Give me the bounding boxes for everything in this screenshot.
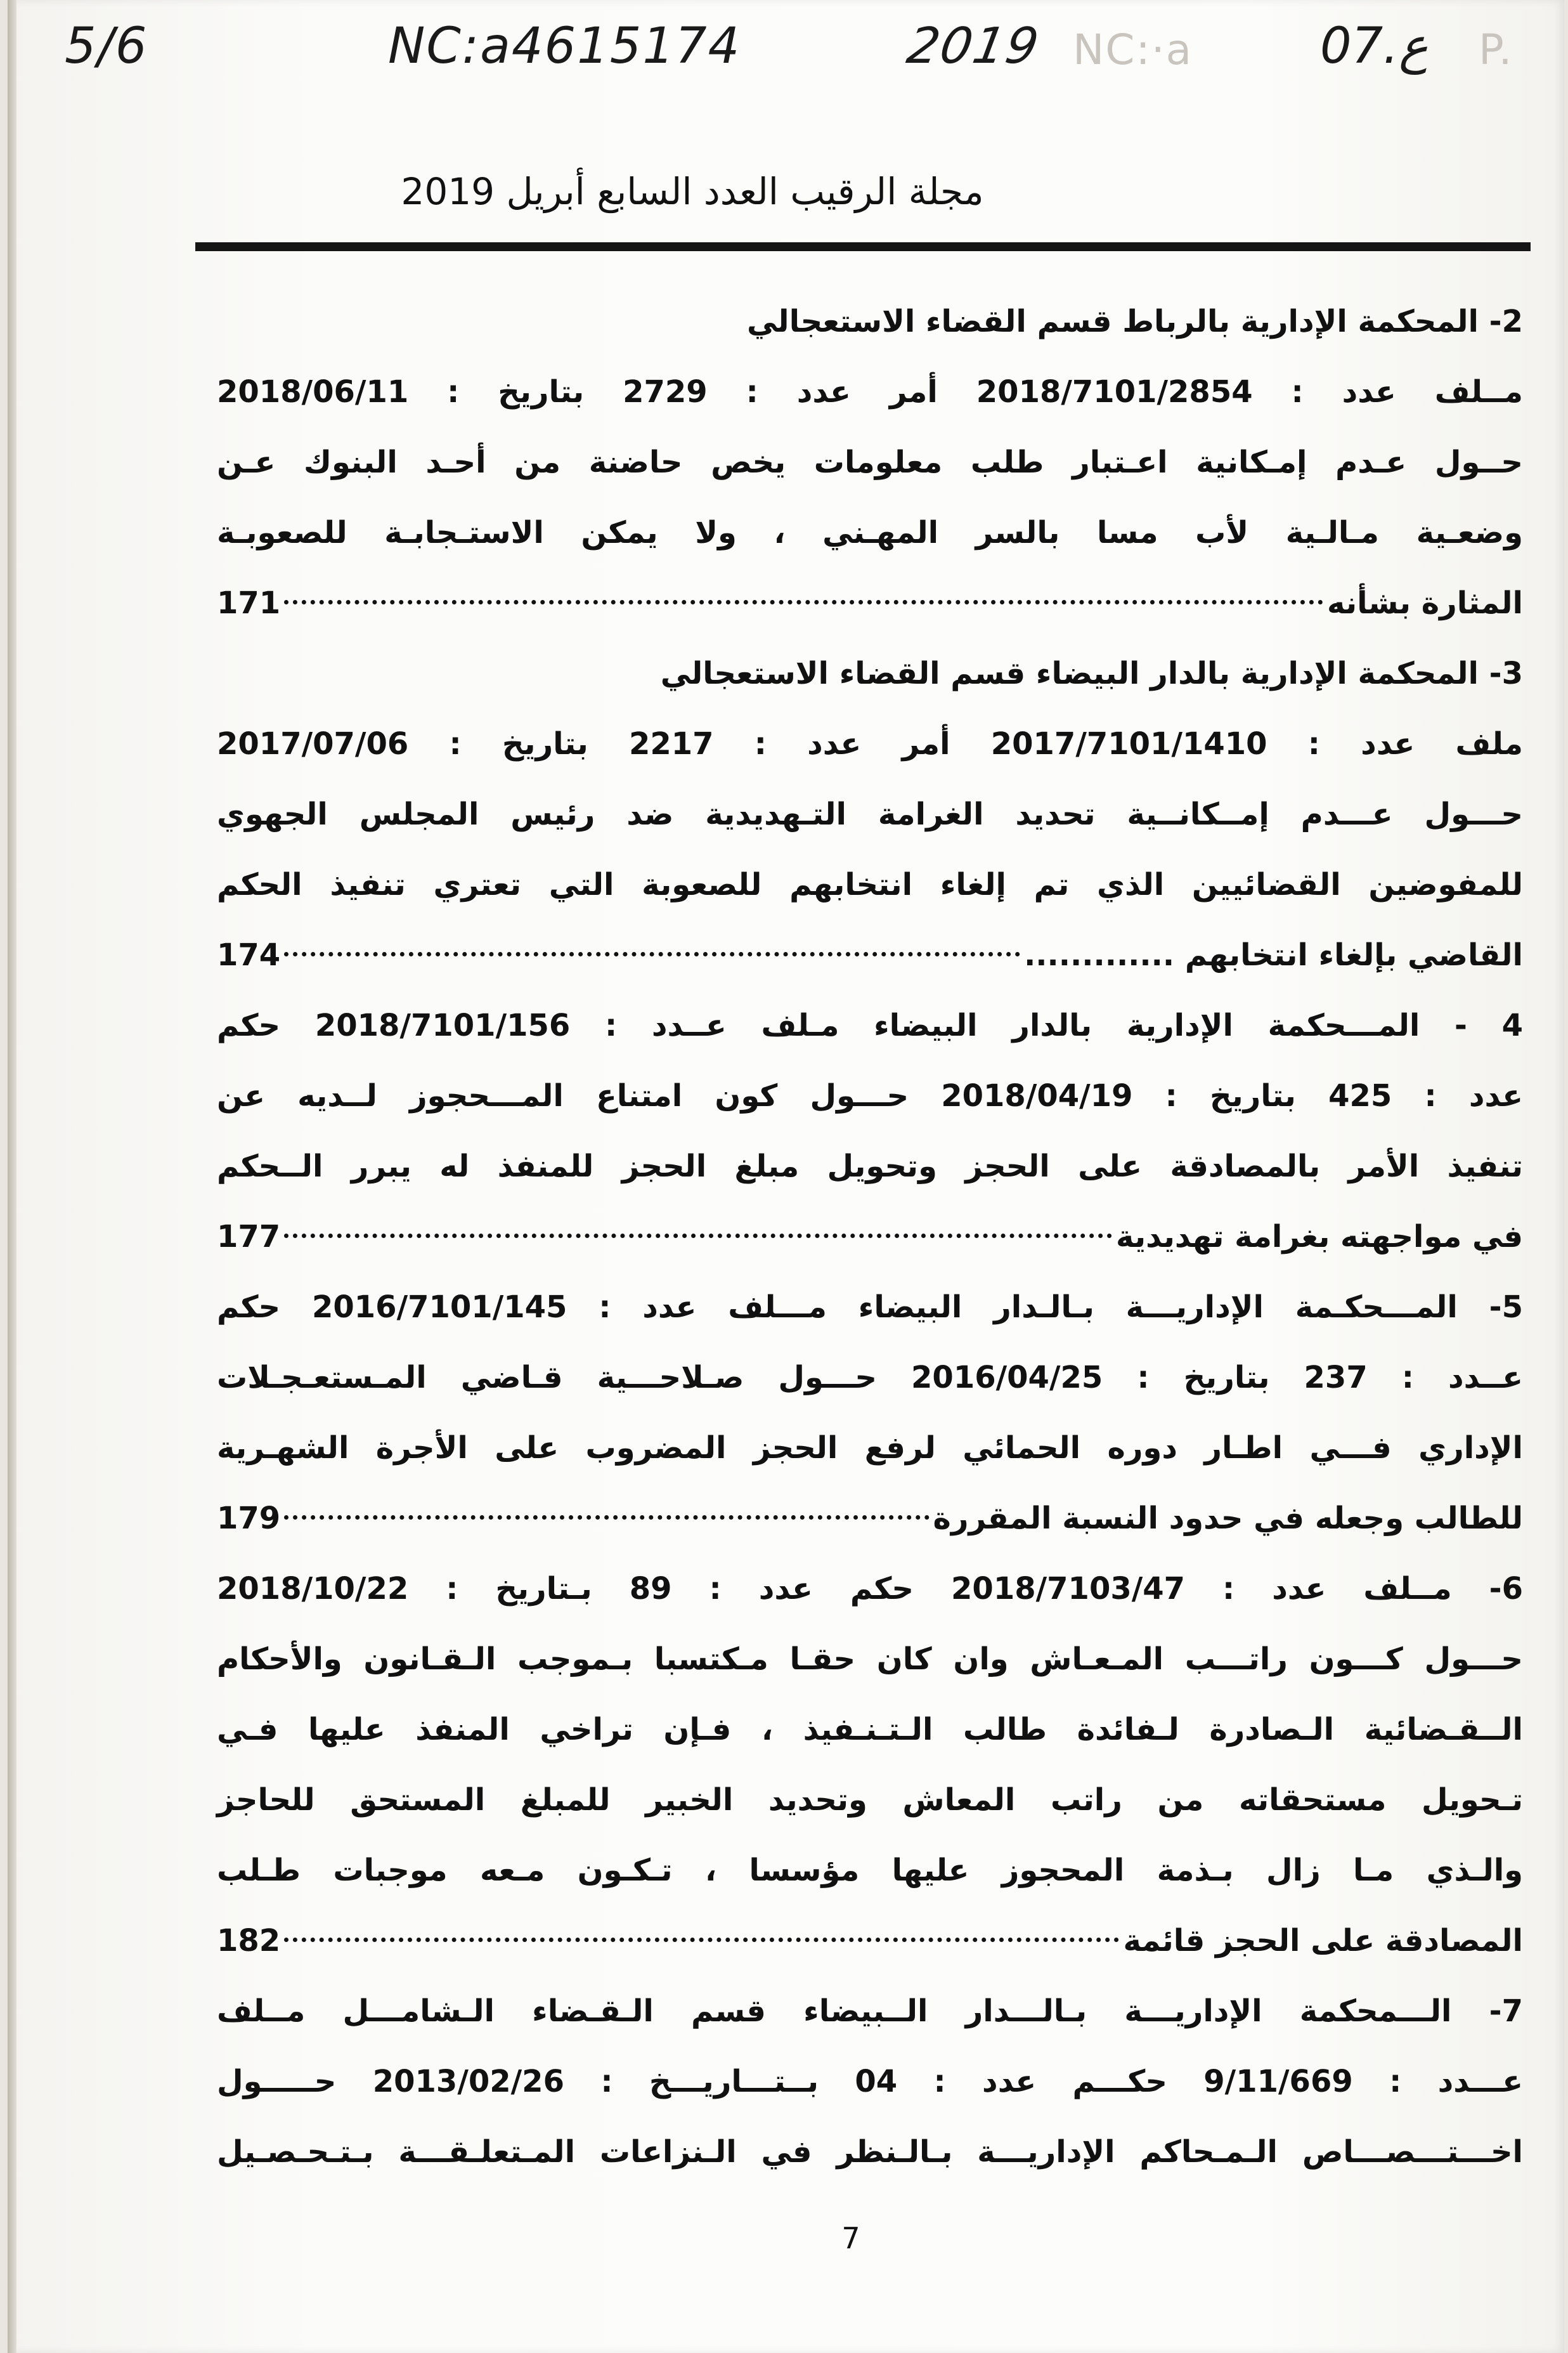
entry-line: حـــول عـــدم إمــكانــية تحديد الغرامة التـهديدية ضد رئيس المجلس الجهوي [217,797,1523,832]
dot-leader [284,1234,1112,1238]
dot-leader [284,952,1020,956]
entry-line: المصادقة على الحجز قائمة [1123,1923,1523,1959]
annotation-ghost-2: P. [1479,25,1513,74]
annotation-stamp-code: 07.ع [1320,18,1429,75]
header-rule [195,242,1531,251]
entry-line: 2- المحكمة الإدارية بالرباط قسم القضاء الاستعجالي [746,304,1523,339]
annotation-reference: NC:a4615174 [388,18,741,75]
page-number: 7 [841,2221,860,2255]
toc-leader-line [217,1483,1523,1554]
page-reference: 179 [217,1501,281,1536]
page-reference: 177 [217,1219,281,1255]
entry-line: في مواجهته بغرامة تهديدية [1116,1219,1523,1255]
entry-line: الإداري فـــي اطـار دوره الحمائي لرفع الحجز المضروب على الأجرة الشهـرية [217,1430,1523,1466]
entry-line: المثارة بشأنه [1327,585,1523,621]
page-reference: 182 [217,1923,281,1959]
dot-leader [284,1515,929,1520]
dot-leader [284,600,1323,604]
handwritten-annotations [33,6,1555,82]
entry-line: للمفوضين القضائيين الذي تم إلغاء انتخابهم للصعوبة التي تعتري تنفيذ الحكم [217,867,1523,903]
entry-line: 3- المحكمة الإدارية بالدار البيضاء قسم القضاء الاستعجالي [660,656,1523,691]
scanned-page [8,0,1564,2353]
entry-line: 5- المـــحكـمة الإداريـــة بـالـدار البيضاء مـــلف عدد : 2016/7101/145 حكم [217,1289,1523,1325]
entry-line: عدد : 425 بتاريخ : 2018/04/19 حـــول كون امتناع المـــحجوز لــديه عن [217,1078,1524,1114]
entry-line: 4 - المـــحكمة الإدارية بالدار البيضاء مـلف عــدد : 2018/7101/156 حكم [217,1008,1524,1043]
entry-line: القاضي بإلغاء انتخابهم ............. [1024,937,1523,973]
entry-line: حـــول كـــون راتـــب المـعـاش وان كان حقـا مـكتسبا بـموجب الـقـانون والأحكام [217,1641,1523,1677]
annotation-year: 2019 [903,18,1044,75]
entry-line: تـحويل مستحقاته من راتب المعاش وتحديد الخبير للمبلغ المستحق للحاجز [217,1782,1523,1818]
toc-leader-line [217,568,1523,639]
dot-leader [284,1938,1119,1942]
entry-line: للطالب وجعله في حدود النسبة المقررة [933,1501,1523,1536]
entry-line: حــول عـدم إمـكانية اعـتبار طلب معلومات يخص حاضنة من أحـد البنوك عـن [217,445,1523,480]
entry-line: تنفيذ الأمر بالمصادقة على الحجز وتحويل مبلغ الحجز للمنفذ له يبرر الــحكم [217,1149,1523,1184]
entry-line: عـــدد : 9/11/669 حكـــم عدد : 04 بــتـــاريـــخ : 2013/02/26 حـــــول [217,2064,1523,2099]
toc-entry-7 [217,1976,1523,2187]
annotation-ghost-1: NC:·a [1073,25,1193,74]
page-reference: 171 [217,585,281,621]
journal-header: مجلة الرقيب العدد السابع أبريل 2019 [401,170,984,213]
toc-leader-line [217,920,1523,991]
toc-entry-4 [217,991,1523,1272]
entry-line: وضعـية مـالـية لأب مسا بالسر المهـني ، ولا يمكن الاستـجابـة للصعوبـة [217,515,1523,551]
entry-line: مــلف عدد : 2018/7101/2854 أمر عدد : 2729 بتاريخ : 2018/06/11 [217,374,1524,410]
entry-line: اخـــتـــصـــاص الـمـحاكم الإداريـــة بـالـنظر في الـنزاعات المـتعلـقـــة بـتـحـصـيل [217,2134,1523,2170]
toc-entry-2 [217,287,1523,639]
toc-leader-line [217,1906,1523,1976]
entry-line: ملف عدد : 2017/7101/1410 أمر عدد : 2217 بتاريخ : 2017/07/06 [217,726,1524,762]
entry-line: والـذي مـا زال بـذمة المحجوز عليها مؤسسا ، تـكـون مـعه موجبات طـلب [217,1853,1523,1888]
toc-entry-6 [217,1554,1523,1976]
entry-line: الــقـضائية الـصادرة لـفائدة طالب الـتـنـفيذ ، فـإن تراخي المنفذ عليها فـي [217,1712,1523,1747]
entry-line: 7- الـــمحكمة الإداريـــة بـالـــدار الــبيضاء قسم الـقـضاء الـشامـــل مــلف [217,1993,1523,2029]
page-edge-shadow [8,0,16,2353]
toc-leader-line [217,1202,1523,1272]
toc-entry-3 [217,639,1523,991]
toc-entry-5 [217,1272,1523,1554]
page-reference: 174 [217,937,281,973]
annotation-fraction: 5/6 [65,18,148,75]
entry-line: عــدد : 237 بتاريخ : 2016/04/25 حـــول صـلاحـــية قـاضي المـستعـجـلات [217,1360,1524,1395]
table-of-contents [217,287,1524,2170]
entry-line: 6- مــلف عدد : 2018/7103/47 حكم عدد : 89 بـتاريخ : 2018/10/22 [217,1571,1524,1607]
